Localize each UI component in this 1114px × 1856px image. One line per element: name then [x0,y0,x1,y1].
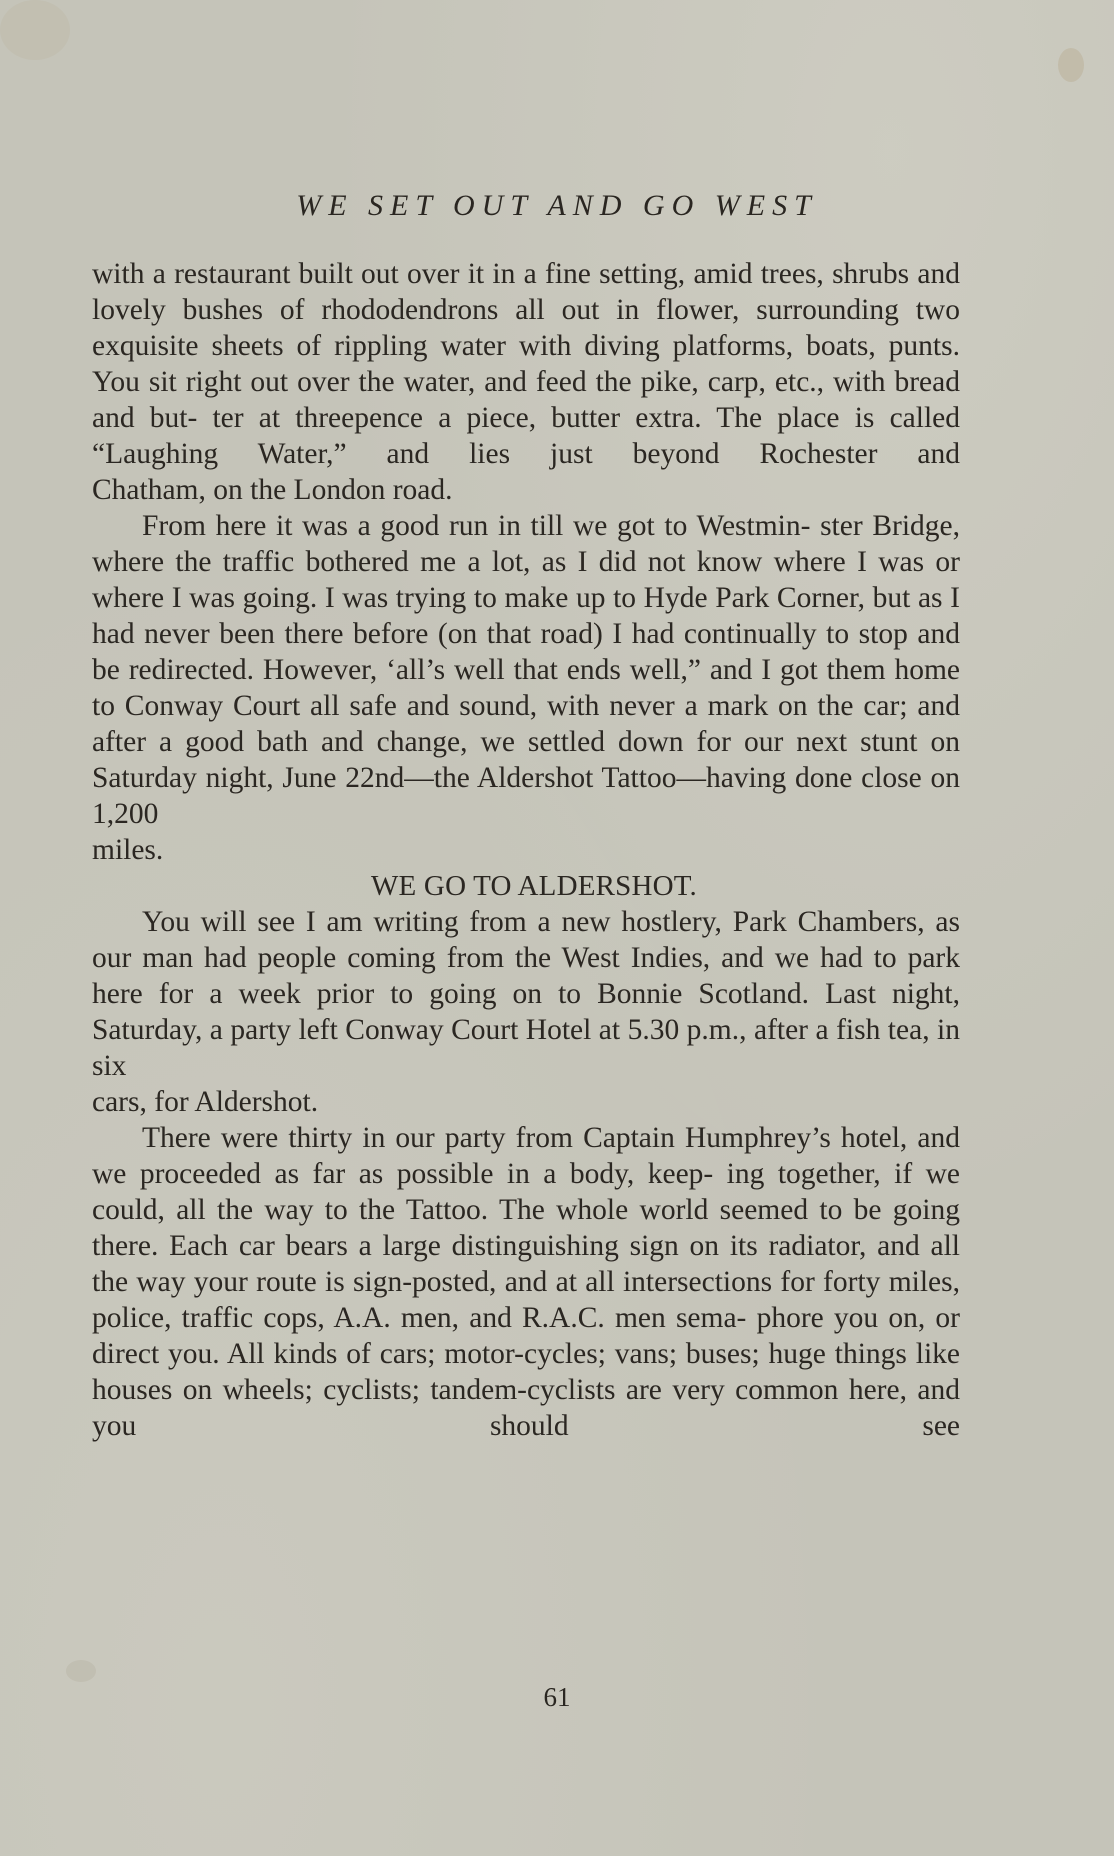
page-number: 61 [543,1682,571,1712]
paragraph-1: with a restaurant built out over it in a fine setting, amid trees, shrubs and lovely bushes of rhododendrons all out in flower, surrounding two exquisite sheets of rippling water with diving platforms, boats, punts. You sit right out over the water, and feed the pike, carp, etc., with bread and but- ter at threepence a piece, butter extra. The place is called “Laughing Water,” and lies just beyond Rochester and [92,258,960,470]
paper-stain [1058,48,1084,82]
paper-stain [0,0,70,60]
paragraph-4: There were thirty in our party from Captain Humphrey’s hotel, and we proceeded as far as possible in a body, keep- ing together, if we could, all the way to the Tattoo. The whole world seemed to be going there. Each car bears a large distinguishing sign on its radiator, and all the way your route is sign-posted, and at all intersections for forty miles, police, traffic cops, A.A. men, and R.A.C. men sema- phore you on, or direct you. All kinds of cars; motor-cycles; vans; buses; huge things like houses on wheels; cyclists; tandem-cyclists are very common here, and you should see [92,1122,960,1442]
paragraph-1-last-line: Chatham, on the London road. [92,474,453,506]
running-head: WE SET OUT AND GO WEST [296,189,818,222]
body-text [92,256,960,1444]
paragraph-2-last-line: miles. [92,834,164,866]
paper-stain [66,1660,96,1682]
paragraph-3-last-line: cars, for Aldershot. [92,1086,319,1118]
section-heading: WE GO TO ALDERSHOT. [370,870,697,902]
paragraph-3: You will see I am writing from a new hostlery, Park Chambers, as our man had people coming from the West Indies, and we had to park here for a week prior to going on to Bonnie Scotland. Last night, Saturday, a party left Conway Court Hotel at 5.30 p.m., after a fish tea, in six [92,906,960,1082]
paragraph-2: From here it was a good run in till we got to Westmin- ster Bridge, where the traffic bothered me a lot, as I did not know where I was or where I was going. I was trying to make up to Hyde Park Corner, but as I had never been there before (on that road) I had continually to stop and be redirected. However, ‘all’s well that ends well,” and I got them home to Conway Court all safe and sound, with never a mark on the car; and after a good bath and change, we settled down for our next stunt on Saturday night, June 22nd—the Aldershot Tattoo—having done close on 1,200 [92,510,960,830]
